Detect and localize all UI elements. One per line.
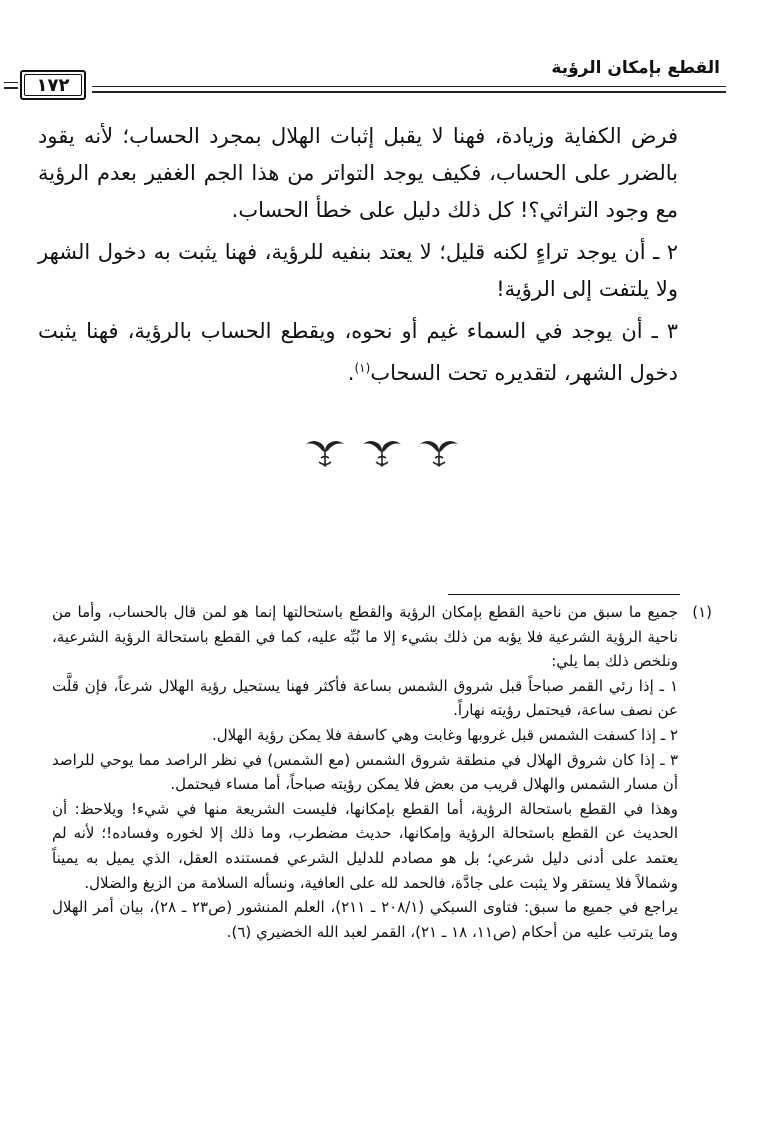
footnote-line: ٢ ـ إذا كسفت الشمس قبل غروبها وغابت وهي كاسفة فلا يمكن رؤية الهلال. (211, 725, 678, 744)
page-number: ١٧٢ (36, 74, 70, 96)
page-number-box (20, 70, 86, 100)
footnote-line: جميع ما سبق من ناحية القطع بإمكان الرؤية والقطع باستحالتها إنما هو لمن قال بالحساب، وأما من ناحية الرؤية الشرعية فلا يؤبه من ذلك بشيء إلا ما نُبِّه عليه، كما في القطع باستحالة الرؤية الشرعية، ونلخص ذلك بما يلي: (52, 603, 678, 671)
fleuron-ornament-icon (416, 436, 462, 468)
footnote-body (52, 600, 678, 944)
main-text (38, 118, 678, 397)
footnote-reference: (١) (354, 361, 371, 375)
paragraph: فرض الكفاية وزيادة، فهنا لا يقبل إثبات الهلال بمجرد الحساب؛ لأنه يقود بالضرر على الحساب، فكيف يوجد التواتر من هذا الجم الغفير بعدم الرؤية مع وجود التراثي؟! كل ذلك دليل على خطأ الحساب. (38, 124, 678, 222)
header-rule-thick (92, 91, 726, 93)
footnote-marker: (١) (692, 603, 712, 621)
footnote-line: وهذا في القطع باستحالة الرؤية، أما القطع بإمكانها، فليست الشريعة منها في شيء! ويلاحظ: أن الحديث عن القطع باستحالة الرؤية وإمكانها، حديث مضطرب، وما ذلك إلا لخوره وفساده!؛ لأنه لم يعتمد على أدنى دليل شرعي؛ بل هو مصادم للدليل الشرعي فمستنده العقل، الذي يميل به يميناً وشمالاً فلا يستقر ولا يثبت على جادَّة، فالحمد لله على العافية، ونسأله السلامة من الزيغ والضلال. (52, 799, 678, 892)
paragraph-text: ٣ ـ أن يوجد في السماء غيم أو نحوه، ويقطع الحساب بالرؤية، فهنا يثبت دخول الشهر، لتقديره تحت السحاب (38, 319, 678, 385)
footnote (52, 600, 712, 944)
fleuron-ornament-icon (359, 436, 405, 468)
footnote-line: يراجع في جميع ما سبق: فتاوى السبكي (٢٠٨/١ ـ ٢١١)، العلم المنشور (ص٢٣ ـ ٢٨)، بيان أمر الهلال وما يترتب عليه من أحكام (ص١١، ١٨ ـ ٢١)، القمر لعبد الله الخضيري (٦). (52, 898, 679, 941)
footnote-line: ١ ـ إذا رئي القمر صباحاً قبل شروق الشمس بساعة فأكثر فهنا يستحيل رؤية الهلال شرعاً، فإن قلَّت عن نصف ساعة، فيحتمل رؤيته نهاراً. (52, 676, 678, 720)
header-rule-left (4, 82, 18, 83)
fleuron-ornament-icon (302, 436, 348, 468)
page-header (20, 58, 726, 100)
header-rule (92, 86, 726, 87)
running-title: القطع بإمكان الرؤية (551, 58, 720, 78)
paragraph: ٣ ـ أن يوجد في السماء غيم أو نحوه، ويقطع الحساب بالرؤية، فهنا يثبت دخول الشهر، لتقديره تحت السحاب$^{(١)}$. (38, 319, 678, 385)
footnote-separator (448, 594, 680, 595)
section-ornament (302, 436, 462, 470)
header-rule-left-thick (4, 87, 18, 89)
footnotes (52, 600, 712, 944)
footnote-line: ٣ ـ إذا كان شروق الهلال في منطقة شروق الشمس (مع الشمس) في نظر الراصد مما يوحي للراصد أن مسار الشمس والهلال قريب من بعض فلا يمكن رؤيته صباحاً، أما مساء فيحتمل. (52, 750, 678, 794)
paragraph: ٢ ـ أن يوجد تراءٍ لكنه قليل؛ لا يعتد بنفيه للرؤية، فهنا يثبت به دخول الشهر ولا يلتفت إلى الرؤية! (38, 240, 678, 301)
